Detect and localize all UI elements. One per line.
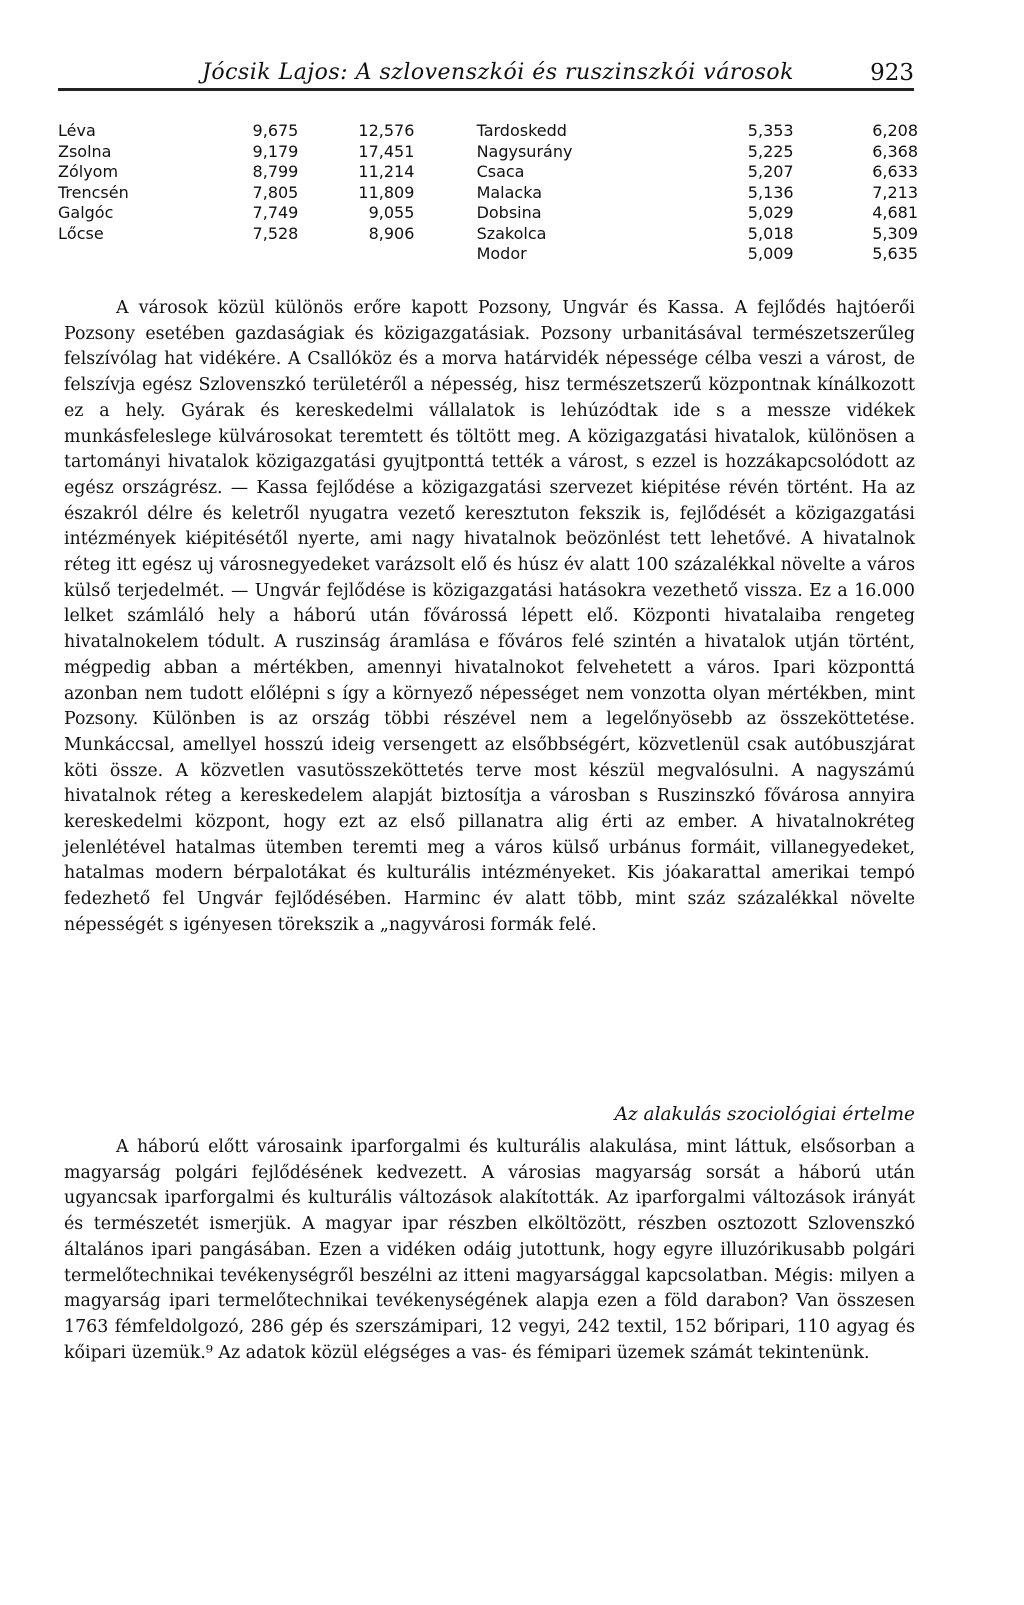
- population-value: 11,809: [358, 182, 415, 202]
- population-value: 4,681: [872, 203, 918, 222]
- city-name: Nagysurány: [476, 141, 573, 161]
- page-number: 923: [870, 60, 914, 86]
- population-value: 6,208: [872, 121, 918, 140]
- population-value: [203, 244, 298, 265]
- column-gap: [414, 121, 476, 142]
- paragraph-industry: [64, 1135, 915, 1366]
- table-row: [58, 121, 918, 142]
- city-name: Trencsén: [58, 182, 129, 202]
- population-value: 7,528: [252, 223, 299, 243]
- section-heading: Az alakulás szociológiai értelme: [614, 1104, 915, 1125]
- population-value: [298, 244, 414, 265]
- population-value: 12,576: [358, 121, 415, 140]
- population-value: 5,207: [747, 162, 794, 181]
- population-value: 5,029: [747, 203, 794, 222]
- population-value: 5,635: [872, 244, 918, 263]
- column-gap: [414, 162, 476, 183]
- population-value: 9,055: [368, 203, 415, 222]
- population-value: 5,225: [747, 141, 794, 161]
- table-row: [58, 162, 918, 183]
- table-row: [58, 244, 918, 265]
- city-name: [58, 244, 203, 265]
- city-name: Lőcse: [58, 223, 104, 243]
- city-name: Galgóc: [58, 203, 114, 222]
- population-value: 7,749: [252, 203, 299, 222]
- column-gap: [414, 224, 476, 245]
- city-name: Csaca: [476, 162, 525, 181]
- population-value: 7,213: [872, 182, 918, 202]
- city-name: Szakolca: [476, 223, 547, 243]
- table-row: [58, 224, 918, 245]
- paragraph-text: A háború előtt városaink iparforgalmi és kulturális alakulása, mint láttuk, elsősorban a magyarság polgári fejlődésének kedvezett. A városias magyarság sorsát a háború után ugyancsak iparforgalmi és kulturális változások alakították. Az iparforgalmi változások irányát és természetét ismerjük. A magyar ipar részben elköltözött, részben osztozott Szlovenszkó általános ipari pangásában. Ezen a vidéken odáig jutottunk, hogy egyre illuzórikusabb polgári termelőtechnikai tevékenységről beszélni az itteni magyarsággal kapcsolatban. Mégis: milyen a magyarság ipari termelőtechnikai tevékenységének alapja ezen a föld darabon? Van összesen 1763 fémfeldolgozó, 286 gép és szerszámipari, 12 vegyi, 242 textil, 152 bőripari, 110 agyag és kőipari üzemük.⁹ Az adatok közül elégséges a vas- és fémipari üzemek számát tekintenünk.: [64, 1137, 915, 1363]
- city-name: Tardoskedd: [476, 121, 567, 140]
- table-row: [58, 203, 918, 224]
- population-value: 17,451: [358, 141, 415, 161]
- column-gap: [414, 244, 476, 265]
- city-name: Zsolna: [58, 141, 112, 161]
- running-title: Jócsik Lajos: A szlovenszkói és ruszinszkói városok: [202, 60, 794, 85]
- column-gap: [414, 142, 476, 163]
- city-name: Malacka: [476, 182, 543, 202]
- table-row: [58, 142, 918, 163]
- population-value: 5,309: [872, 223, 918, 243]
- population-value: 9,675: [252, 121, 299, 140]
- population-value: 5,136: [747, 182, 794, 202]
- column-gap: [414, 183, 476, 204]
- city-name: Dobsina: [476, 203, 542, 222]
- city-name: Zólyom: [58, 162, 119, 181]
- population-value: 6,633: [872, 162, 918, 181]
- population-value: 5,018: [747, 223, 794, 243]
- column-gap: [414, 203, 476, 224]
- population-value: 6,368: [872, 141, 918, 161]
- page-header: [58, 40, 914, 91]
- population-value: 9,179: [252, 141, 299, 161]
- population-value: 7,805: [252, 182, 299, 202]
- population-value: 5,009: [747, 244, 794, 263]
- city-population-table: [58, 121, 918, 265]
- population-value: 8,799: [252, 162, 299, 181]
- city-name: Modor: [476, 244, 527, 263]
- population-value: 11,214: [358, 162, 415, 181]
- table-row: [58, 183, 918, 204]
- population-value: 5,353: [747, 121, 794, 140]
- paragraph-text: A városok közül különös erőre kapott Pozsony, Ungvár és Kassa. A fejlődés hajtóerői Pozsony esetében gazdaságiak és közigazgatásiak. Pozsony urbanitásával természetszerűleg felszívólag hat vidékére. A Csallóköz és a morva határvidék népessége célba veszi a várost, de felszívja egész Szlovenszkó területéről a népesség, hisz természetszerű központnak kínálkozott ez a hely. Gyárak és kereskedelmi vállalatok is lehúzódtak ide s a messze vidékek munkásfeleslege külvárosokat teremtett és töltött meg. A közigazgatási hivatalok, különösen a tartományi hivatalok közigazgatási gyujtponttá tették a várost, s ezzel is hozzákapcsolódott az egész országrész. — Kassa fejlődése a közigazgatási szervezet kiépitése révén történt. Ha az északról délre és keletről nyugatra vezető keresztuton fekszik is, fejlődését a közigazgatási intézmények kiépitésétől nyerte, ami nagy hivatalnok beözönlést tett lehetővé. A hivatalnok réteg itt egész uj városnegyedeket varázsolt elő és húsz év alatt 100 százalékkal növelte a város külső terjedelmét. — Ungvár fejlődése is közigazgatási hatásokra vezethető vissza. Ez a 16.000 lelket számláló hely a háború után fővárossá lépett elő. Központi hivatalaiba rengeteg hivatalnokelem tódult. A ruszinság áramlása e főváros felé szintén a hivatalok utján történt, mégpedig abban a mértékben, amennyi hivatalnokot felvehetett a város. Ipari központtá azonban nem tudott előlépni s így a környező népességet nem vonzotta olyan mértékben, mint Pozsony. Különben is az ország többi részével nem a legelőnyösebb az összeköttetése. Munkáccsal, amellyel hosszú ideig versengett az elsőbbségért, közvetlenül csak autóbuszjárat köti össze. A közvetlen vasutösszeköttetés terve most készül megvalósulni. A nagyszámú hivatalnok réteg a kereskedelem alapját biztosítja a városban s Ruszinszkó fővárosa annyira kereskedelmi központ, hogy ezt az első pillanatra alig érti az ember. A hivatalnokréteg jelenlétével hatalmas ütemben teremti meg a város külső urbánus formáit, villanegyedeket, hatalmas modern bérpalotákat és kulturális intézményeket. Kis jóakarattal amerikai tempó fedezhető fel Ungvár fejlődésében. Harminc év alatt több, mint száz százalékkal növelte népességét s igényesen törekszik a „nagyvárosi formák felé.: [64, 298, 915, 935]
- population-value: 8,906: [368, 223, 415, 243]
- paragraph-cities: [64, 296, 915, 939]
- city-name: Léva: [58, 121, 96, 140]
